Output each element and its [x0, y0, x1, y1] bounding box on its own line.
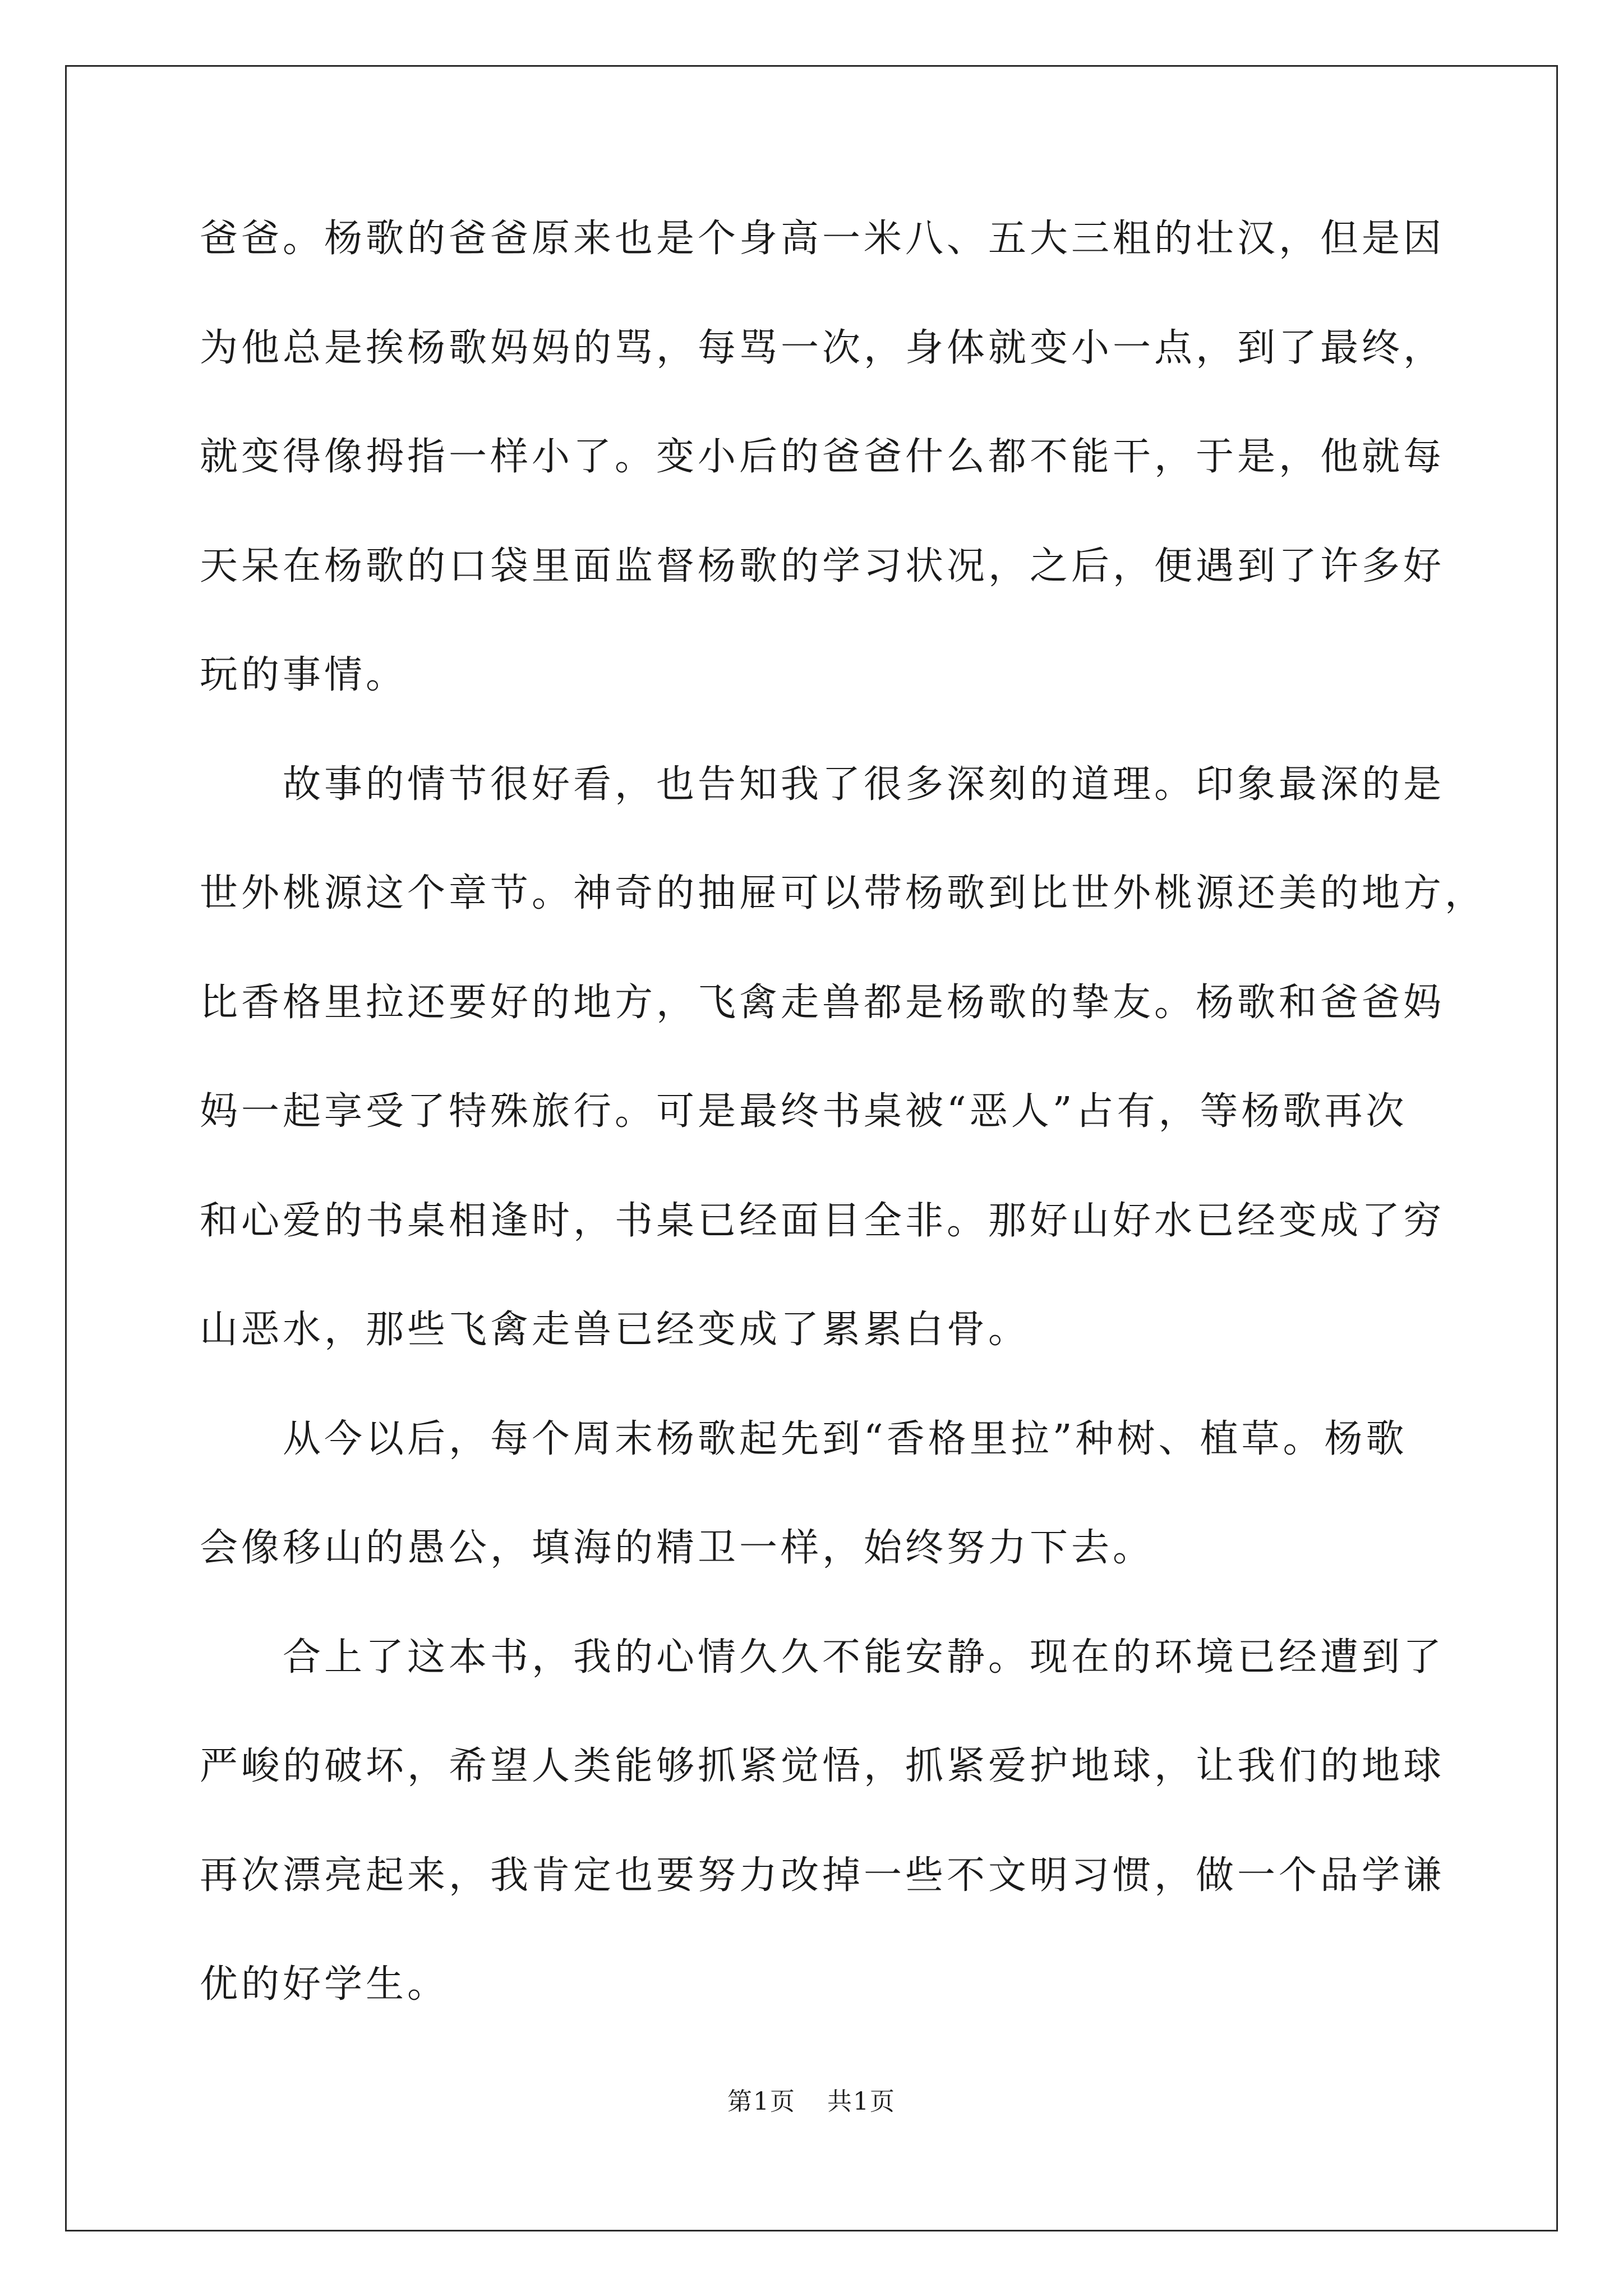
text-line: 为他总是挨杨歌妈妈的骂，每骂一次，身体就变小一点，到了最终，: [200, 325, 1445, 370]
text-line: 故事的情节很好看，也告知我了很多深刻的道理。印象最深的是: [200, 762, 1445, 807]
text-line: 天呆在杨歌的口袋里面监督杨歌的学习状况，之后，便遇到了许多好: [200, 544, 1445, 588]
text-line: 从今以后，每个周末杨歌起先到“香格里拉”种树、植草。杨歌: [200, 1416, 1408, 1461]
text-line: 妈一起享受了特殊旅行。可是最终书桌被“恶人”占有，等杨歌再次: [200, 1089, 1408, 1134]
text-line: 会像移山的愚公，填海的精卫一样，始终努力下去。: [200, 1526, 1155, 1570]
text-line: 严峻的破坏，希望人类能够抓紧觉悟，抓紧爱护地球，让我们的地球: [200, 1744, 1445, 1788]
text-line: 玩的事情。: [200, 653, 408, 697]
document-body: [200, 212, 1487, 2067]
text-line: 和心爱的书桌相逢时，书桌已经面目全非。那好山好水已经变成了穷: [200, 1198, 1445, 1243]
text-line: 优的好学生。: [200, 1962, 449, 2007]
text-line: 合上了这本书，我的心情久久不能安静。现在的环境已经遭到了: [200, 1635, 1445, 1680]
page-number: 第1页: [727, 2087, 796, 2116]
text-line: 山恶水，那些飞禽走兽已经变成了累累白骨。: [200, 1308, 1030, 1352]
text-line: 爸爸。杨歌的爸爸原来也是个身高一米八、五大三粗的壮汉，但是因: [200, 217, 1445, 261]
page-footer: [0, 2081, 1623, 2117]
text-line: 世外桃源这个章节。神奇的抽屉可以带杨歌到比世外桃源还美的地方，: [200, 871, 1487, 915]
page-total: 共1页: [827, 2087, 896, 2116]
text-line: 就变得像拇指一样小了。变小后的爸爸什么都不能干，于是，他就每: [200, 435, 1445, 479]
text-line: 再次漂亮起来，我肯定也要努力改掉一些不文明习惯，做一个品学谦: [200, 1853, 1445, 1898]
text-line: 比香格里拉还要好的地方，飞禽走兽都是杨歌的挚友。杨歌和爸爸妈: [200, 980, 1445, 1025]
